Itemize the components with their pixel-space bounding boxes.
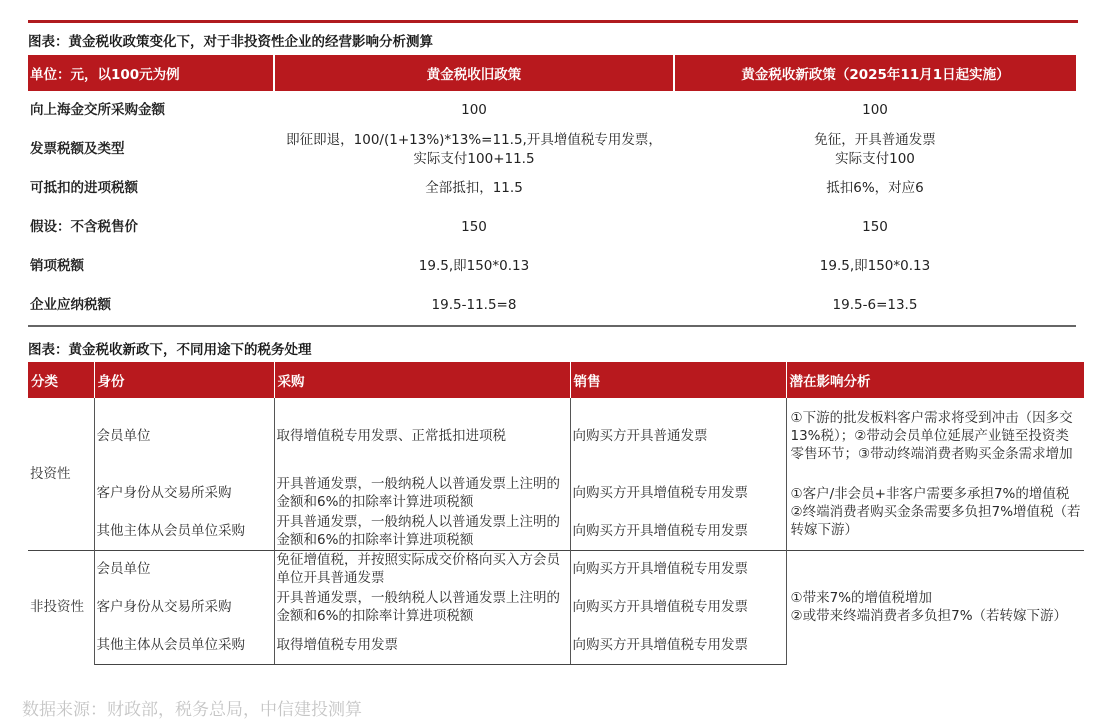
- t2-header-category: 分类: [28, 362, 94, 398]
- old-vs-new-policy-table: [28, 55, 1076, 327]
- t2-header-sale: 销售: [570, 362, 786, 398]
- row-label: 可抵扣的进项税额: [30, 180, 138, 196]
- sale-cell: 向购买方开具增值税专用发票: [572, 599, 748, 615]
- identity-cell: 客户身份从交易所采购: [94, 588, 274, 626]
- category-investment: 投资性: [28, 398, 94, 550]
- identity-cell: 会员单位: [94, 550, 274, 588]
- purchase-cell: 取得增值税专用发票、正常抵扣进项税: [274, 398, 570, 474]
- purchase-cell: 开具普通发票，一般纳税人以普通发票上注明的金额和6%的扣除率计算进项税额: [274, 588, 570, 626]
- table-row: [28, 130, 1076, 169]
- old-policy-cell: 19.5-11.5=8: [274, 286, 674, 326]
- top-rule: [28, 20, 1078, 23]
- sale-cell: 向购买方开具普通发票: [572, 428, 708, 444]
- data-source-note: 数据来源：财政部，税务总局，中信建投测算: [22, 700, 362, 720]
- purchase-cell: 免征增值税，并按照实际成交价格向买入方会员单位开具普通发票: [274, 550, 570, 588]
- sale-cell: 向购买方开具增值税专用发票: [572, 485, 748, 501]
- old-policy-cell: 100: [461, 102, 487, 118]
- impact-cell: ①带来7%的增值税增加 ②或带来终端消费者多负担7%（若转嫁下游）: [786, 550, 1084, 664]
- tax-treatment-table: [28, 362, 1084, 665]
- table2-caption: 图表：黄金税收新政下，不同用途下的税务处理: [28, 342, 312, 358]
- new-policy-cell: 150: [862, 219, 888, 235]
- identity-cell: 客户身份从交易所采购: [94, 474, 274, 512]
- identity-cell: 其他主体从会员单位采购: [94, 512, 274, 550]
- purchase-cell: 开具普通发票，一般纳税人以普通发票上注明的金额和6%的扣除率计算进项税额: [274, 512, 570, 550]
- table-row: [28, 550, 1084, 588]
- impact-cell: ①下游的批发板料客户需求将受到冲击（因多交13%税）；②带动会员单位延展产业链至投资类零售环节；③带动终端消费者购买金条需求增加: [786, 398, 1084, 474]
- table-row: [28, 398, 1084, 474]
- row-label: 销项税额: [30, 258, 84, 274]
- row-label: 企业应纳税额: [28, 286, 274, 326]
- category-non-investment: 非投资性: [28, 550, 94, 664]
- new-policy-cell: 免征，开具普通发票 实际支付100: [814, 131, 936, 167]
- identity-cell: 会员单位: [94, 398, 274, 474]
- table-row: [28, 474, 1084, 512]
- row-label: 发票税额及类型: [30, 141, 125, 157]
- old-policy-cell: 全部抵扣，11.5: [425, 180, 523, 196]
- sale-cell: 向购买方开具增值税专用发票: [570, 626, 786, 664]
- table-row: [28, 247, 1076, 286]
- row-label: 假设：不含税售价: [30, 219, 138, 235]
- new-policy-cell: 抵扣6%，对应6: [826, 180, 924, 196]
- table-row: [28, 208, 1076, 247]
- new-policy-cell: 19.5,即150*0.13: [819, 258, 931, 274]
- t1-header-new-policy: 黄金税收新政策（2025年11月1日起实施）: [674, 55, 1076, 91]
- identity-cell: 其他主体从会员单位采购: [94, 626, 274, 664]
- old-policy-cell: 即征即退，100/(1+13%)*13%=11.5,开具增值税专用发票， 实际支付100+11.5: [286, 131, 662, 167]
- t2-header-purchase: 采购: [274, 362, 570, 398]
- impact-cell: ①客户/非会员+非客户需要多承担7%的增值税 ②终端消费者购买金条需要多负担7%增值税（若转嫁下游）: [786, 474, 1084, 550]
- table-row: [28, 169, 1076, 208]
- sale-cell: 向购买方开具增值税专用发票: [572, 522, 748, 539]
- new-policy-cell: 19.5-6=13.5: [674, 286, 1076, 326]
- sale-cell: 向购买方开具增值税专用发票: [570, 550, 786, 588]
- purchase-cell: 取得增值税专用发票: [274, 626, 570, 664]
- old-policy-cell: 19.5,即150*0.13: [418, 258, 530, 274]
- t1-header-unit: 单位：元，以100元为例: [28, 55, 274, 91]
- new-policy-cell: 100: [862, 102, 888, 118]
- t2-header-identity: 身份: [94, 362, 274, 398]
- old-policy-cell: 150: [461, 219, 487, 235]
- table1-caption: 图表：黄金税收政策变化下，对于非投资性企业的经营影响分析测算: [28, 34, 433, 50]
- row-label: 向上海金交所采购金额: [30, 102, 165, 118]
- t1-header-old-policy: 黄金税收旧政策: [274, 55, 674, 91]
- table-row: [28, 286, 1076, 326]
- table-row: [28, 91, 1076, 130]
- purchase-cell: 开具普通发票，一般纳税人以普通发票上注明的金额和6%的扣除率计算进项税额: [274, 474, 570, 512]
- t2-header-impact: 潜在影响分析: [786, 362, 1084, 398]
